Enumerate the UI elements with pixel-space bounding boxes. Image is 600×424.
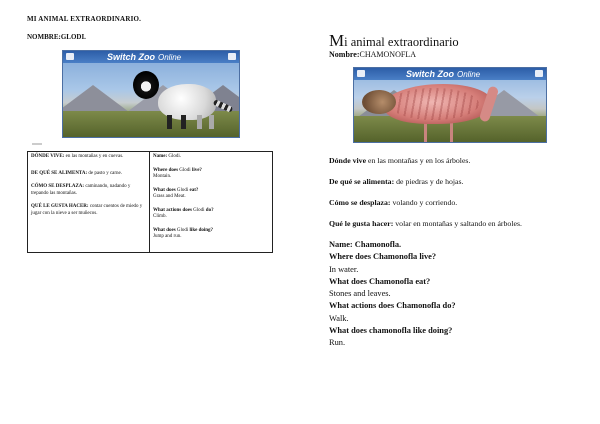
english-qa	[329, 239, 456, 350]
info-column-spanish	[28, 152, 150, 252]
left-name-line: NOMBRE:GLODI.	[27, 33, 86, 41]
qa-question: Name: Chamonofla.	[329, 240, 402, 249]
left-title: MI ANIMAL EXTRAORDINARIO.	[27, 15, 142, 23]
toolbar-back-icon	[66, 53, 74, 60]
glodi-leg	[181, 115, 186, 129]
right-name-line: Nombre:CHAMONOFLA	[329, 50, 416, 59]
info-row: What actions does Glodi do? Climb.	[153, 207, 214, 219]
info-row: QUÉ LE GUSTA HACER: contar cuentos de miedo y jugar con la nieve a ser muñecos.	[31, 204, 143, 216]
info-row: Where does Glodi live? Montain.	[153, 167, 202, 179]
qa-question: What actions does Chamonofla do?	[329, 301, 456, 311]
qa-answer: In water.	[329, 264, 359, 274]
info-table	[27, 151, 273, 253]
info-row: DÓNDE VIVE: en las montañas y en cuevas.	[31, 154, 124, 159]
chamonofla-head	[362, 90, 396, 114]
switchzoo-logo: Switch Zoo Online	[107, 52, 182, 62]
info-row: DE QUÉ SE ALIMENTA: de pasto y carne.	[31, 170, 123, 176]
right-page	[300, 0, 600, 424]
glodi-head	[133, 71, 159, 99]
glodi-leg	[209, 115, 214, 129]
qa-question: What does Chamonofla eat?	[329, 276, 431, 286]
info-column-english	[150, 152, 272, 252]
glodi-leg	[167, 115, 172, 129]
fact-row: Dónde vive en las montañas y en los árboles.	[329, 156, 471, 165]
qa-answer: Run.	[329, 338, 346, 348]
qa-answer: Stones and leaves.	[329, 289, 391, 299]
chamonofla-texture	[389, 88, 479, 120]
switchzoo-toolbar	[63, 51, 239, 63]
fact-row: Cómo se desplaza: volando y corriendo.	[329, 198, 458, 207]
info-row: What does Glodi like doing? Jump and run.	[153, 227, 214, 239]
right-title: Mi animal extraordinario	[329, 31, 459, 50]
qa-question: Where does Chamonofla live?	[329, 252, 437, 262]
info-row: CÓMO SE DESPLAZA: caminando, nadando y trepando las montañas.	[31, 184, 131, 196]
fact-row: De qué se alimenta: de piedras y de hojas.	[329, 177, 464, 186]
toolbar-back-icon	[357, 70, 365, 77]
info-row: What does Glodi eat? Grass and Meat.	[153, 187, 199, 199]
left-animal-image	[62, 50, 240, 138]
fact-row: Qué le gusta hacer: volar en montañas y saltando en árboles.	[329, 219, 522, 228]
toolbar-forward-icon	[228, 53, 236, 60]
qa-answer: Walk.	[329, 313, 349, 323]
switchzoo-toolbar	[354, 68, 546, 80]
qa-question: What does chamonofla like doing?	[329, 326, 453, 336]
right-animal-image	[353, 67, 547, 143]
info-row: Name: Glodi.	[153, 154, 182, 159]
switchzoo-logo: Switch Zoo Online	[406, 69, 481, 79]
image-caption-mark	[32, 143, 42, 145]
glodi-leg	[197, 115, 202, 129]
toolbar-forward-icon	[535, 70, 543, 77]
